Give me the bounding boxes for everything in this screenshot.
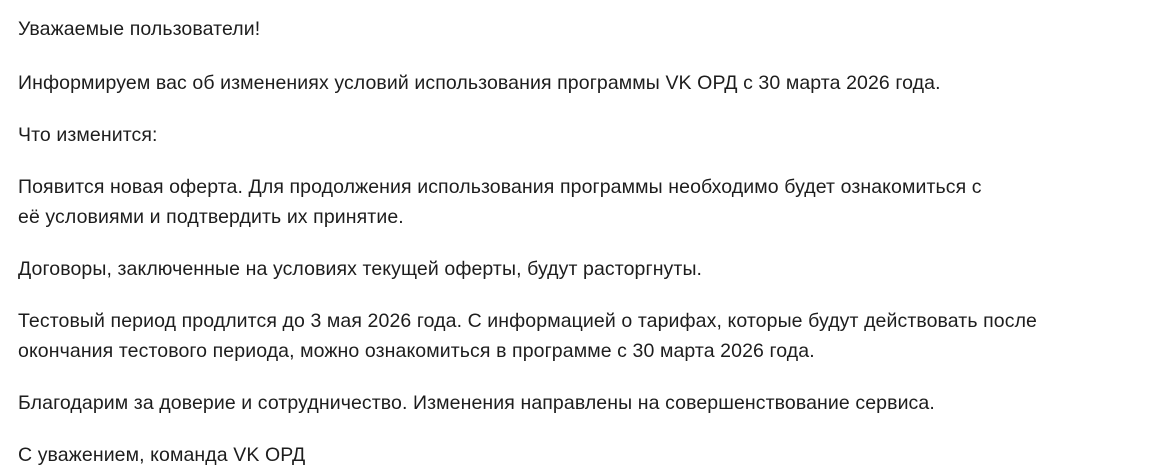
paragraph-contracts: Договоры, заключенные на условиях текущей оферты, будут расторгнуты. — [18, 258, 703, 280]
paragraph-thanks: Благодарим за доверие и сотрудничество. Изменения направлены на совершенствование сервиса. — [18, 392, 935, 414]
paragraph-intro: Информируем вас об изменениях условий использования программы VK ОРД с 30 марта 2026 года. — [18, 72, 941, 94]
paragraph-new-offer: Появится новая оферта. Для продолжения использования программы необходимо будет ознакомиться с её условиями и подтвердить их принятие. — [18, 176, 982, 228]
paragraph-greeting: Уважаемые пользователи! — [18, 18, 261, 40]
paragraph-what-changes-heading: Что изменится: — [18, 124, 158, 146]
paragraph-test-period: Тестовый период продлится до 3 мая 2026 года. С информацией о тарифах, которые будут действовать после окончания тестового периода, можно ознакомиться в программе с 30 марта 2026 года. — [18, 310, 1037, 362]
paragraph-signature: С уважением, команда VK ОРД — [18, 444, 306, 466]
